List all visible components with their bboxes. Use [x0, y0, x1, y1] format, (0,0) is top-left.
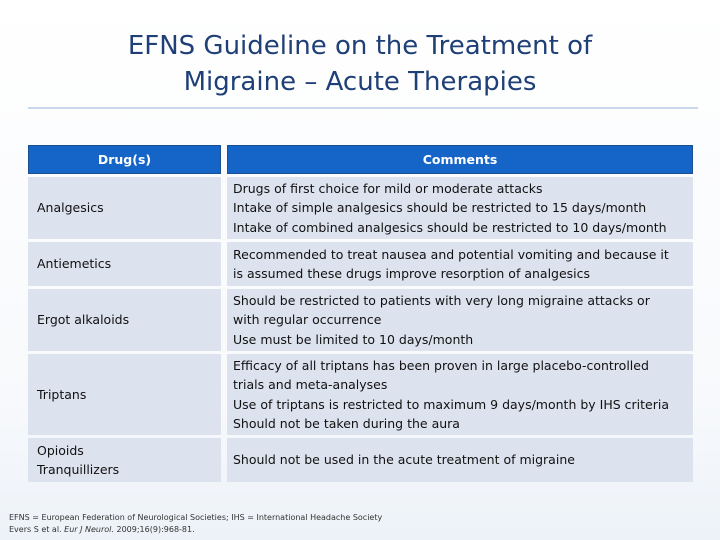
drug-cell [28, 177, 221, 239]
comment-line: Drugs of first choice for mild or moderate attacks [233, 180, 543, 196]
comment-cell [227, 177, 693, 239]
comment-cell [227, 438, 693, 482]
comment-cell [227, 242, 693, 286]
journal-name: Eur J Neurol. [64, 525, 114, 534]
slide-title-line-1: EFNS Guideline on the Treatment of [127, 31, 593, 61]
comment-line: is assumed these drugs improve resorption of analgesics [233, 266, 591, 281]
drug-name: Tranquillizers [37, 462, 120, 477]
drug-name: Triptans [37, 386, 87, 402]
citation: Evers S et al. Eur J Neurol. 2009;16(9):968-81. [9, 525, 195, 534]
abbreviations-note: EFNS = European Federation of Neurological Societies; IHS = International Headache Society [9, 513, 383, 522]
drug-cell [28, 242, 221, 286]
drug-name: Antiemetics [37, 256, 112, 272]
comment-line: Use must be limited to 10 days/month [233, 331, 474, 347]
comment-line: with regular occurrence [233, 312, 382, 328]
comment-line: Should not be taken during the aura [233, 416, 460, 431]
table-row [28, 354, 693, 435]
drug-cell [28, 438, 221, 482]
table-row [28, 242, 693, 286]
comment-line: Recommended to treat nausea and potential vomiting and because it [233, 246, 669, 262]
comment-line: Intake of combined analgesics should be restricted to 10 days/month [233, 219, 667, 235]
guideline-table [28, 145, 693, 485]
table-row [28, 177, 693, 239]
table-row [28, 289, 693, 351]
drug-name: Ergot alkaloids [37, 312, 130, 328]
comment-line: Efficacy of all triptans has been proven in large placebo-controlled [233, 357, 649, 373]
table-header-row [28, 145, 693, 174]
table-row [28, 438, 693, 482]
drug-cell [28, 354, 221, 435]
comment-cell [227, 289, 693, 351]
footnote [9, 512, 382, 536]
comment-line: Use of triptans is restricted to maximum 9 days/month by IHS criteria [233, 396, 669, 412]
comment-line: trials and meta-analyses [233, 377, 388, 392]
header-comments: Comments [227, 145, 693, 174]
comment-line: Should be restricted to patients with very long migraine attacks or [233, 292, 650, 308]
slide-title-line-2: Migraine – Acute Therapies [183, 67, 537, 97]
comment-line: Intake of simple analgesics should be restricted to 15 days/month [233, 200, 647, 216]
drug-cell [28, 289, 221, 351]
drug-name: Analgesics [37, 200, 104, 216]
slide-title [0, 28, 720, 100]
drug-name: Opioids [37, 442, 84, 458]
title-divider [28, 107, 698, 109]
comment-cell [227, 354, 693, 435]
comment-line: Should not be used in the acute treatment of migraine [233, 452, 575, 468]
header-drugs: Drug(s) [28, 145, 221, 174]
